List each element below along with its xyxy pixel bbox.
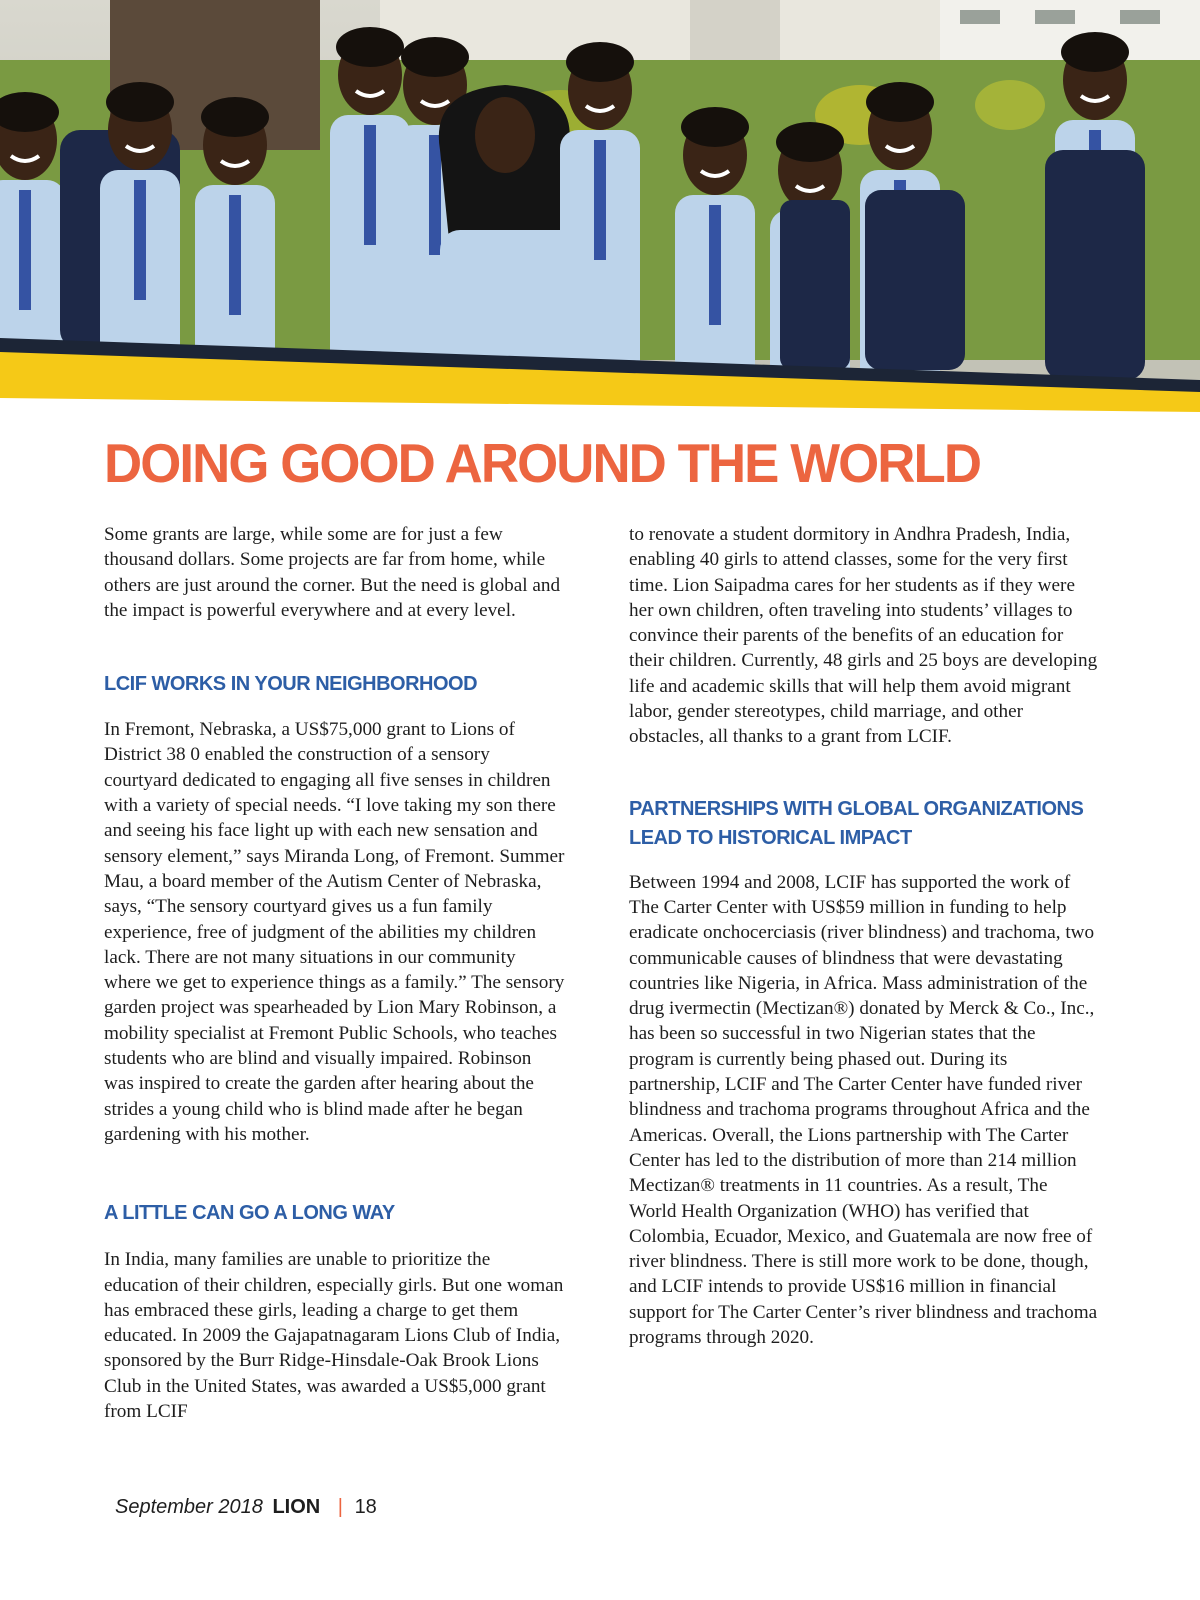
- section-heading-neighborhood: LCIF WORKS IN YOUR NEIGHBORHOOD: [104, 673, 478, 696]
- hero-photo: [0, 0, 1200, 420]
- article-headline: DOING GOOD AROUND THE WORLD: [104, 432, 981, 494]
- partnerships-paragraph: Between 1994 and 2008, LCIF has supported the work of The Carter Center with US$59 million in funding to help eradicate onchocerciasis (river blindness) and trachoma, two communicable causes of blindness that were devastating countries like Nigeria, in Africa. Mass administration of the drug ivermectin (Mectizan®) donated by Merck & Co., Inc., has been so successful in two Nigerian states that the program is currently being phased out. During its partnership, LCIF and The Carter Center have funded river blindness and trachoma programs throughout Africa and the Americas. Overall, the Lions partnership with The Carter Center has led to the distribution of more than 214 million Mectizan® treatments in 11 countries. As a result, The World Health Organization (WHO) has verified that Colombia, Ecuador, Mexico, and Guatemala are now free of river blindness. There is still more work to be done, though, and LCIF intends to provide US$16 million in financial support for The Carter Center’s river blindness and trachoma programs through 2020.: [629, 871, 1098, 1349]
- right-column: [629, 522, 1099, 1350]
- little-paragraph-continued: to renovate a student dormitory in Andhra Pradesh, India, enabling 40 girls to attend classes, some for the very first time. Lion Saipadma cares for her students as if they were her own children, often traveling into students’ villages to convince their parents of the benefits of an education for their children. Currently, 48 girls and 25 boys are developing life and academic skills that will help them avoid migrant labor, gender stereotypes, child marriage, and other obstacles, all thanks to a grant from LCIF.: [629, 524, 1098, 748]
- page-footer: [115, 1496, 377, 1519]
- page-number: 18: [354, 1496, 377, 1518]
- intro-paragraph: Some grants are large, while some are for just a few thousand dollars. Some projects are far from home, while others are just around the corner. But the need is global and the impact is powerful everywhere and at every level.: [104, 524, 561, 621]
- footer-issue-date: September 2018: [115, 1496, 263, 1518]
- section-heading-partnerships: PARTNERSHIPS WITH GLOBAL ORGANIZATIONS LEAD TO HISTORICAL IMPACT: [629, 797, 1084, 849]
- footer-magazine-name: LION: [272, 1496, 321, 1518]
- section-heading-little: A LITTLE CAN GO A LONG WAY: [104, 1202, 395, 1225]
- left-column: [104, 522, 566, 1424]
- neighborhood-paragraph: In Fremont, Nebraska, a US$75,000 grant to Lions of District 38 0 enabled the construction of a sensory courtyard dedicated to engaging all five senses in children with a variety of special needs. “I love taking my son there and seeing his face light up with each new sensation and sensory element,” says Miranda Long, of Fremont. Summer Mau, a board member of the Autism Center of Nebraska, says, “The sensory courtyard gives us a fun family experience, free of judgment of the abilities my children lack. There are not many situations in our community where we get to experience things as a family.” The sensory garden project was spearheaded by Lion Mary Robinson, a mobility specialist at Fremont Public Schools, who teaches students who are blind and visually impaired. Robinson was inspired to create the garden after hearing about the strides a young child who is blind made after he began gardening with his mother.: [104, 719, 565, 1145]
- little-paragraph: In India, many families are unable to prioritize the education of their children, especially girls. But one woman has embraced these girls, leading a charge to get them educated. In 2009 the Gajapatnagaram Lions Club of India, sponsored by the Burr Ridge-Hinsdale-Oak Brook Lions Club in the United States, was awarded a US$5,000 grant from LCIF: [104, 1249, 564, 1423]
- footer-separator: |: [337, 1496, 343, 1518]
